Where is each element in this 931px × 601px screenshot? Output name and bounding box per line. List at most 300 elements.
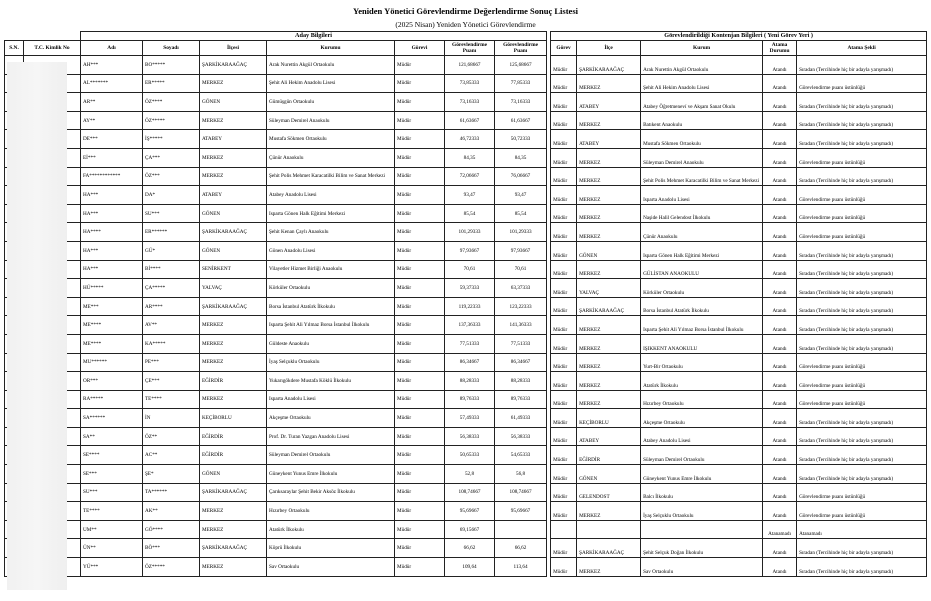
cell-kurumu: Çünür Anaokulu [267, 148, 395, 167]
cell-durum: Atandı [763, 260, 797, 279]
cell-puan1: 77,51333 [445, 334, 495, 353]
cell-gorev: Müdür [551, 539, 577, 558]
cell-puan1: 121,68667 [445, 56, 495, 75]
table-row [5, 334, 927, 353]
cell-gorevi: Müdür [395, 111, 445, 130]
cell-sekil: Sıradan (Tercihinde hiç bir adayla yarışmadı) [797, 297, 927, 316]
cell-ilcesi: MERKEZ [200, 502, 267, 521]
cell-adi: SA** [81, 427, 143, 446]
cell-puan2: 113,64 [495, 558, 547, 577]
cell-kurumu: Gümüşgün Ortaokulu [267, 93, 395, 112]
cell-durum: Atandı [763, 111, 797, 130]
cell-gorevi: Müdür [395, 372, 445, 391]
cell-adi: ME**** [81, 316, 143, 335]
cell-durum: Atandı [763, 148, 797, 167]
cell-soyadi: KA***** [143, 334, 200, 353]
cell-puan2: 125,68667 [495, 56, 547, 75]
cell-kurumu: Hızırbey Ortaokulu [267, 502, 395, 521]
cell-ilcesi: GÖNEN [200, 93, 267, 112]
table-row [5, 483, 927, 502]
col-kurumu: Kurumu [267, 41, 395, 56]
cell-ilce: MERKEZ [577, 390, 641, 409]
cell-kurumu: Güneykent Yunus Emre İlkokulu [267, 465, 395, 484]
cell-soyadi: İŞ***** [143, 130, 200, 149]
cell-kurum: Balcı İlkokulu [641, 483, 763, 502]
cell-kurumu: Isparta Gönen Halk Eğitimi Merkezi [267, 204, 395, 223]
cell-gorev: Müdür [551, 56, 577, 75]
cell-ilcesi: MERKEZ [200, 316, 267, 335]
cell-kurumu: Mustafa Sökmen Ortaokulu [267, 130, 395, 149]
cell-adi: ÜN** [81, 539, 143, 558]
cell-soyadi: TE**** [143, 390, 200, 409]
cell-gorevi: Müdür [395, 483, 445, 502]
cell-durum: Atandı [763, 74, 797, 93]
cell-ilcesi: MERKEZ [200, 353, 267, 372]
cell-sekil: Sıradan (Tercihinde hiç bir adayla yarışmadı) [797, 558, 927, 577]
cell-ilce: MERKEZ [577, 111, 641, 130]
cell-gorevi: Müdür [395, 502, 445, 521]
cell-gorevi: Müdür [395, 390, 445, 409]
cell-gorev: Müdür [551, 558, 577, 577]
cell-kurumu: Süleyman Demirel Anaokulu [267, 111, 395, 130]
cell-durum: Atandı [763, 465, 797, 484]
cell-puan1: 72,06667 [445, 167, 495, 186]
cell-soyadi: SU*** [143, 204, 200, 223]
cell-soyadi: ŞE* [143, 465, 200, 484]
cell-sekil: Görevlendirme puanı üstünlüğü [797, 353, 927, 372]
cell-adi: SE*** [81, 465, 143, 484]
cell-durum: Atandı [763, 130, 797, 149]
cell-durum: Atandı [763, 502, 797, 521]
cell-puan1: 108,74667 [445, 483, 495, 502]
cell-puan2: 141,36333 [495, 316, 547, 335]
cell-kurum: Akçeşme Ortaokulu [641, 409, 763, 428]
cell-gorev: Müdür [551, 353, 577, 372]
cell-soyadi: ÇA*** [143, 148, 200, 167]
cell-kurumu: Prof. Dr. Turan Yazgan Anadolu Lisesi [267, 427, 395, 446]
cell-gorevi: Müdür [395, 353, 445, 372]
cell-adi: TE**** [81, 502, 143, 521]
cell-ilcesi: ATABEY [200, 186, 267, 205]
cell-puan1: 46,72333 [445, 130, 495, 149]
cell-kurumu: Isparta Anadolu Lisesi [267, 390, 395, 409]
cell-gorev: Müdür [551, 446, 577, 465]
cell-kurum: Atatürk İlkokulu [641, 372, 763, 391]
cell-ilce: GÖNEN [577, 465, 641, 484]
cell-gorevi: Müdür [395, 241, 445, 260]
col-gorevi: Görevi [395, 41, 445, 56]
cell-soyadi: İN [143, 409, 200, 428]
cell-puan1: 97,93667 [445, 241, 495, 260]
cell-sekil: Görevlendirme puanı üstünlüğü [797, 148, 927, 167]
cell-puan2: 93,47 [495, 186, 547, 205]
cell-adi: HÜ***** [81, 279, 143, 298]
cell-adi: MU****** [81, 353, 143, 372]
cell-gorev: Müdür [551, 502, 577, 521]
col-sn: S.N. [5, 41, 24, 56]
cell-kurum: Yurt-Bir Ortaokulu [641, 353, 763, 372]
table-row [5, 279, 927, 298]
col-ilce: İlçe [577, 41, 641, 56]
cell-kurum: Atabey Öğretmeneví ve Akşam Sanat Okulu [641, 93, 763, 112]
col-soyadi: Soyadı [143, 41, 200, 56]
cell-gorev: Müdür [551, 316, 577, 335]
cell-ilce: ATABEY [577, 130, 641, 149]
cell-ilce: ŞARKİKARAAĞAÇ [577, 539, 641, 558]
cell-gorevi: Müdür [395, 204, 445, 223]
cell-ilce: GÖNEN [577, 241, 641, 260]
cell-ilcesi: EĞİRDİR [200, 446, 267, 465]
cell-durum: Atandı [763, 167, 797, 186]
table-row [5, 390, 927, 409]
cell-gorev: Müdür [551, 74, 577, 93]
cell-ilcesi: EĞİRDİR [200, 372, 267, 391]
cell-gorevi: Müdür [395, 427, 445, 446]
cell-sekil: Görevlendirme puanı üstünlüğü [797, 390, 927, 409]
cell-soyadi: AK** [143, 502, 200, 521]
results-table [4, 31, 927, 577]
cell-kurumu: Borsa İstanbul Atatürk İlkokulu [267, 297, 395, 316]
cell-kurum: İyaş Selçuklu Ortaokulu [641, 502, 763, 521]
cell-adi: HA*** [81, 260, 143, 279]
cell-puan1: 86,34667 [445, 353, 495, 372]
cell-puan2: 89,76333 [495, 390, 547, 409]
table-row [5, 74, 927, 93]
cell-gorev: Müdür [551, 260, 577, 279]
cell-ilcesi: YALVAÇ [200, 279, 267, 298]
cell-durum: Atandı [763, 297, 797, 316]
cell-ilcesi: GÖNEN [200, 465, 267, 484]
table-row [5, 520, 927, 539]
cell-sekil: Sıradan (Tercihinde hiç bir adayla yarışmadı) [797, 446, 927, 465]
cell-durum: Atandı [763, 353, 797, 372]
cell-soyadi: TA****** [143, 483, 200, 502]
cell-puan1: 73,85333 [445, 74, 495, 93]
cell-soyadi: BÖ*** [143, 539, 200, 558]
cell-kurum: Batıkent Anaokulu [641, 111, 763, 130]
cell-durum: Atandı [763, 372, 797, 391]
cell-ilcesi: ŞARKİKARAAĞAÇ [200, 223, 267, 242]
cell-durum: Atandı [763, 390, 797, 409]
cell-kurum: Güneykent Yunus Emre İlkokulu [641, 465, 763, 484]
cell-ilce: MERKEZ [577, 74, 641, 93]
cell-kurum: Şehit Polis Mehmet Karacatilki Bilim ve Sanat Merkezi [641, 167, 763, 186]
cell-sekil: Görevlendirme puanı üstünlüğü [797, 223, 927, 242]
table-row [5, 446, 927, 465]
cell-kurum: Naşide Halil Gelendost İlkokulu [641, 204, 763, 223]
cell-ilce: MERKEZ [577, 204, 641, 223]
cell-kurum: Isparta Şehit Ali Yılmaz Borsa İstanbul İlkokulu [641, 316, 763, 335]
cell-ilcesi: SENİRKENT [200, 260, 267, 279]
cell-kurumu: Isparta Şehit Ali Yılmaz Borsa İstanbul İlkokulu [267, 316, 395, 335]
cell-gorevi: Müdür [395, 74, 445, 93]
cell-puan1: 119,22333 [445, 297, 495, 316]
cell-kurumu: Akçeşme Ortaokulu [267, 409, 395, 428]
cell-puan1: 84,35 [445, 148, 495, 167]
cell-soyadi: BO***** [143, 56, 200, 75]
cell-adi: ME*** [81, 297, 143, 316]
cell-puan1: 69,15667 [445, 520, 495, 539]
cell-gorevi: Müdür [395, 334, 445, 353]
cell-gorev: Müdür [551, 390, 577, 409]
cell-kurum: Arak Nurettin Akgül Ortaokulu [641, 56, 763, 75]
cell-puan1: 56,38333 [445, 427, 495, 446]
cell-soyadi: DA* [143, 186, 200, 205]
cell-puan1: 137,36333 [445, 316, 495, 335]
page-title: Yeniden Yönetici Görevlendirme Değerlendirme Sonuç Listesi [353, 6, 578, 16]
cell-durum: Atandı [763, 409, 797, 428]
cell-puan2: 84,35 [495, 148, 547, 167]
cell-gorevi: Müdür [395, 223, 445, 242]
cell-gorevi: Müdür [395, 148, 445, 167]
table-row [5, 167, 927, 186]
cell-kurumu: Gönen Anadolu Lisesi [267, 241, 395, 260]
cell-puan2: 73,16333 [495, 93, 547, 112]
cell-gorevi: Müdür [395, 409, 445, 428]
cell-gorevi: Müdür [395, 465, 445, 484]
cell-ilce: MERKEZ [577, 148, 641, 167]
cell-ilcesi: MERKEZ [200, 148, 267, 167]
cell-puan1: 85,54 [445, 204, 495, 223]
col-gorev: Görev [551, 41, 577, 56]
table-row [5, 372, 927, 391]
cell-kurum: Şehit Ali Hekim Anadolu Lisesi [641, 74, 763, 93]
cell-gorev: Müdür [551, 223, 577, 242]
cell-kurumu: Atatürk İlkokulu [267, 520, 395, 539]
col-puan1: Görevlendirme Puanı [445, 41, 495, 56]
cell-gorev: Müdür [551, 93, 577, 112]
cell-ilce: MERKEZ [577, 260, 641, 279]
cell-puan2: 123,22333 [495, 297, 547, 316]
cell-puan2: 56,8 [495, 465, 547, 484]
cell-adi: HA*** [81, 241, 143, 260]
cell-puan2: 50,72333 [495, 130, 547, 149]
cell-sekil: Görevlendirme puanı üstünlüğü [797, 204, 927, 223]
table-row [5, 204, 927, 223]
cell-puan2: 108,74667 [495, 483, 547, 502]
cell-kurum: IŞIKKENT ANAOKULU [641, 334, 763, 353]
cell-sekil: Görevlendirme puanı üstünlüğü [797, 502, 927, 521]
cell-ilcesi: MERKEZ [200, 520, 267, 539]
cell-ilce: MERKEZ [577, 334, 641, 353]
cell-ilcesi: EĞİRDİR [200, 427, 267, 446]
cell-gorev: Müdür [551, 186, 577, 205]
cell-durum: Atandı [763, 316, 797, 335]
cell-ilce: MERKEZ [577, 316, 641, 335]
cell-soyadi: AV** [143, 316, 200, 335]
cell-ilcesi: MERKEZ [200, 167, 267, 186]
cell-sekil: Atanamadı [797, 520, 927, 539]
table-row [5, 353, 927, 372]
cell-adi: HA*** [81, 204, 143, 223]
cell-sekil: Sıradan (Tercihinde hiç bir adayla yarışmadı) [797, 279, 927, 298]
cell-ilcesi: MERKEZ [200, 111, 267, 130]
cell-puan1: 73,16333 [445, 93, 495, 112]
cell-adi: AH*** [81, 56, 143, 75]
cell-kurum: Körküler Ortaokulu [641, 279, 763, 298]
cell-puan2: 77,51333 [495, 334, 547, 353]
cell-puan1: 101,29333 [445, 223, 495, 242]
cell-puan2: 85,54 [495, 204, 547, 223]
cell-durum: Atandı [763, 186, 797, 205]
cell-puan1: 57,49333 [445, 409, 495, 428]
cell-durum: Atandı [763, 241, 797, 260]
cell-durum: Atandı [763, 558, 797, 577]
cell-gorevi: Müdür [395, 446, 445, 465]
cell-adi: AY** [81, 111, 143, 130]
cell-ilcesi: ŞARKİKARAAĞAÇ [200, 56, 267, 75]
cell-kurumu: Süleyman Demirel Ortaokulu [267, 446, 395, 465]
cell-puan2: 61,49333 [495, 409, 547, 428]
cell-sekil: Sıradan (Tercihinde hiç bir adayla yarışmadı) [797, 334, 927, 353]
cell-ilce: MERKEZ [577, 353, 641, 372]
cell-ilce: MERKEZ [577, 558, 641, 577]
cell-ilce [577, 520, 641, 539]
col-kurum: Kurum [641, 41, 763, 56]
cell-sekil: Sıradan (Tercihinde hiç bir adayla yarışmadı) [797, 465, 927, 484]
table-row [5, 260, 927, 279]
candidate-info-header: Aday Bilgileri [81, 32, 547, 41]
cell-gorev: Müdür [551, 204, 577, 223]
cell-puan2: 88,28333 [495, 372, 547, 391]
cell-gorev: Müdür [551, 334, 577, 353]
cell-gorevi: Müdür [395, 316, 445, 335]
cell-gorev [551, 520, 577, 539]
cell-puan2: 66,62 [495, 539, 547, 558]
col-tc: T.C. Kimlik No [24, 41, 81, 56]
cell-durum: Atandı [763, 334, 797, 353]
table-row [5, 148, 927, 167]
cell-soyadi: ER****** [143, 223, 200, 242]
cell-kurum: Atabey Anadolu Lisesi [641, 427, 763, 446]
cell-adi: OR*** [81, 372, 143, 391]
cell-ilcesi: ATABEY [200, 130, 267, 149]
cell-adi: UM** [81, 520, 143, 539]
cell-soyadi: ÖZ*** [143, 167, 200, 186]
table-row [5, 223, 927, 242]
cell-ilce: ŞARKİKARAAĞAÇ [577, 56, 641, 75]
cell-ilcesi: GÖNEN [200, 204, 267, 223]
cell-kurum: Şehit Selçuk Doğan İlkokulu [641, 539, 763, 558]
cell-durum: Atandı [763, 279, 797, 298]
cell-puan1: 50,65333 [445, 446, 495, 465]
cell-sekil: Sıradan (Tercihinde hiç bir adayla yarışmadı) [797, 241, 927, 260]
cell-kurum: Sav Ortaokulu [641, 558, 763, 577]
table-row [5, 465, 927, 484]
cell-sekil: Görevlendirme puanı üstünlüğü [797, 74, 927, 93]
table-row [5, 130, 927, 149]
cell-kurumu: Yukarıgökdere Mustafa Köklü İlkokulu [267, 372, 395, 391]
table-row [5, 186, 927, 205]
cell-ilce: MERKEZ [577, 167, 641, 186]
cell-sekil: Sıradan (Tercihinde hiç bir adayla yarışmadı) [797, 93, 927, 112]
cell-gorevi: Müdür [395, 558, 445, 577]
cell-puan1: 89,76333 [445, 390, 495, 409]
cell-ilcesi: GÖNEN [200, 241, 267, 260]
cell-kurum: Isparta Gönen Halk Eğitimi Merkezi [641, 241, 763, 260]
cell-soyadi: ÇA***** [143, 279, 200, 298]
cell-kurum [641, 520, 763, 539]
cell-ilcesi: ŞARKİKARAAĞAÇ [200, 539, 267, 558]
cell-puan2: 95,69667 [495, 502, 547, 521]
cell-ilce: MERKEZ [577, 186, 641, 205]
cell-gorev: Müdür [551, 148, 577, 167]
cell-sekil: Sıradan (Tercihinde hiç bir adayla yarışmadı) [797, 427, 927, 446]
cell-kurum: Süleyman Demirel Ortaokulu [641, 446, 763, 465]
cell-durum: Atandı [763, 539, 797, 558]
cell-gorev: Müdür [551, 465, 577, 484]
cell-gorevi: Müdür [395, 56, 445, 75]
table-row [5, 316, 927, 335]
cell-sekil: Sıradan (Tercihinde hiç bir adayla yarışmadı) [797, 316, 927, 335]
cell-ilce: YALVAÇ [577, 279, 641, 298]
cell-gorevi: Müdür [395, 186, 445, 205]
cell-soyadi: GÖ**** [143, 520, 200, 539]
cell-durum: Atandı [763, 56, 797, 75]
cell-kurumu: Vilayetler Hizmet Birliği Anaokulu [267, 260, 395, 279]
cell-adi: AR** [81, 93, 143, 112]
cell-sekil: Görevlendirme puanı üstünlüğü [797, 186, 927, 205]
cell-durum: Atandı [763, 223, 797, 242]
cell-puan2: 97,93667 [495, 241, 547, 260]
cell-durum: Atandı [763, 93, 797, 112]
cell-puan2: 70,61 [495, 260, 547, 279]
cell-durum: Atandı [763, 204, 797, 223]
cell-puan1: 93,47 [445, 186, 495, 205]
cell-sekil: Görevlendirme puanı üstünlüğü [797, 372, 927, 391]
cell-ilce: EĞİRDİR [577, 446, 641, 465]
cell-sekil: Sıradan (Tercihinde hiç bir adayla yarışmadı) [797, 56, 927, 75]
cell-adi: DE*** [81, 130, 143, 149]
cell-kurumu: Sav Ortaokulu [267, 558, 395, 577]
cell-puan1: 52,8 [445, 465, 495, 484]
col-sekil: Atama Şekli [797, 41, 927, 56]
cell-durum: Atanamadı [763, 520, 797, 539]
cell-puan1: 59,37333 [445, 279, 495, 298]
cell-kurum: GÜLİSTAN ANAOKULU [641, 260, 763, 279]
cell-kurumu: Körküler Ortaokulu [267, 279, 395, 298]
cell-ilcesi: MERKEZ [200, 74, 267, 93]
cell-sekil: Sıradan (Tercihinde hiç bir adayla yarışmadı) [797, 539, 927, 558]
cell-gorev: Müdür [551, 483, 577, 502]
cell-ilce: ŞARKİKARAAĞAÇ [577, 297, 641, 316]
cell-soyadi: ÖZ** [143, 427, 200, 446]
cell-sekil: Sıradan (Tercihinde hiç bir adayla yarışmadı) [797, 130, 927, 149]
cell-ilce: MERKEZ [577, 372, 641, 391]
cell-ilce: KEÇİBORLU [577, 409, 641, 428]
cell-kurumu: İyaş Selçuklu Ortaokulu [267, 353, 395, 372]
cell-puan1: 95,69667 [445, 502, 495, 521]
cell-ilcesi: ŞARKİKARAAĞAÇ [200, 483, 267, 502]
cell-ilce: ATABEY [577, 427, 641, 446]
page-subtitle: (2025 Nisan) Yeniden Yönetici Görevlendirme [395, 20, 536, 29]
cell-ilcesi: KEÇİBORLU [200, 409, 267, 428]
cell-kurumu: Köprü İlkokulu [267, 539, 395, 558]
cell-kurumu: Şehit Ali Hekim Anadolu Lisesi [267, 74, 395, 93]
results-body [5, 56, 927, 577]
col-puan2: Görevlendirme Puanı [495, 41, 547, 56]
table-row [5, 409, 927, 428]
cell-gorevi: Müdür [395, 167, 445, 186]
cell-ilce: MERKEZ [577, 223, 641, 242]
cell-gorevi: Müdür [395, 260, 445, 279]
cell-soyadi: AC** [143, 446, 200, 465]
table-row [5, 297, 927, 316]
cell-adi: RA***** [81, 390, 143, 409]
cell-sekil: Sıradan (Tercihinde hiç bir adayla yarışmadı) [797, 167, 927, 186]
cell-adi: SA****** [81, 409, 143, 428]
table-row [5, 93, 927, 112]
